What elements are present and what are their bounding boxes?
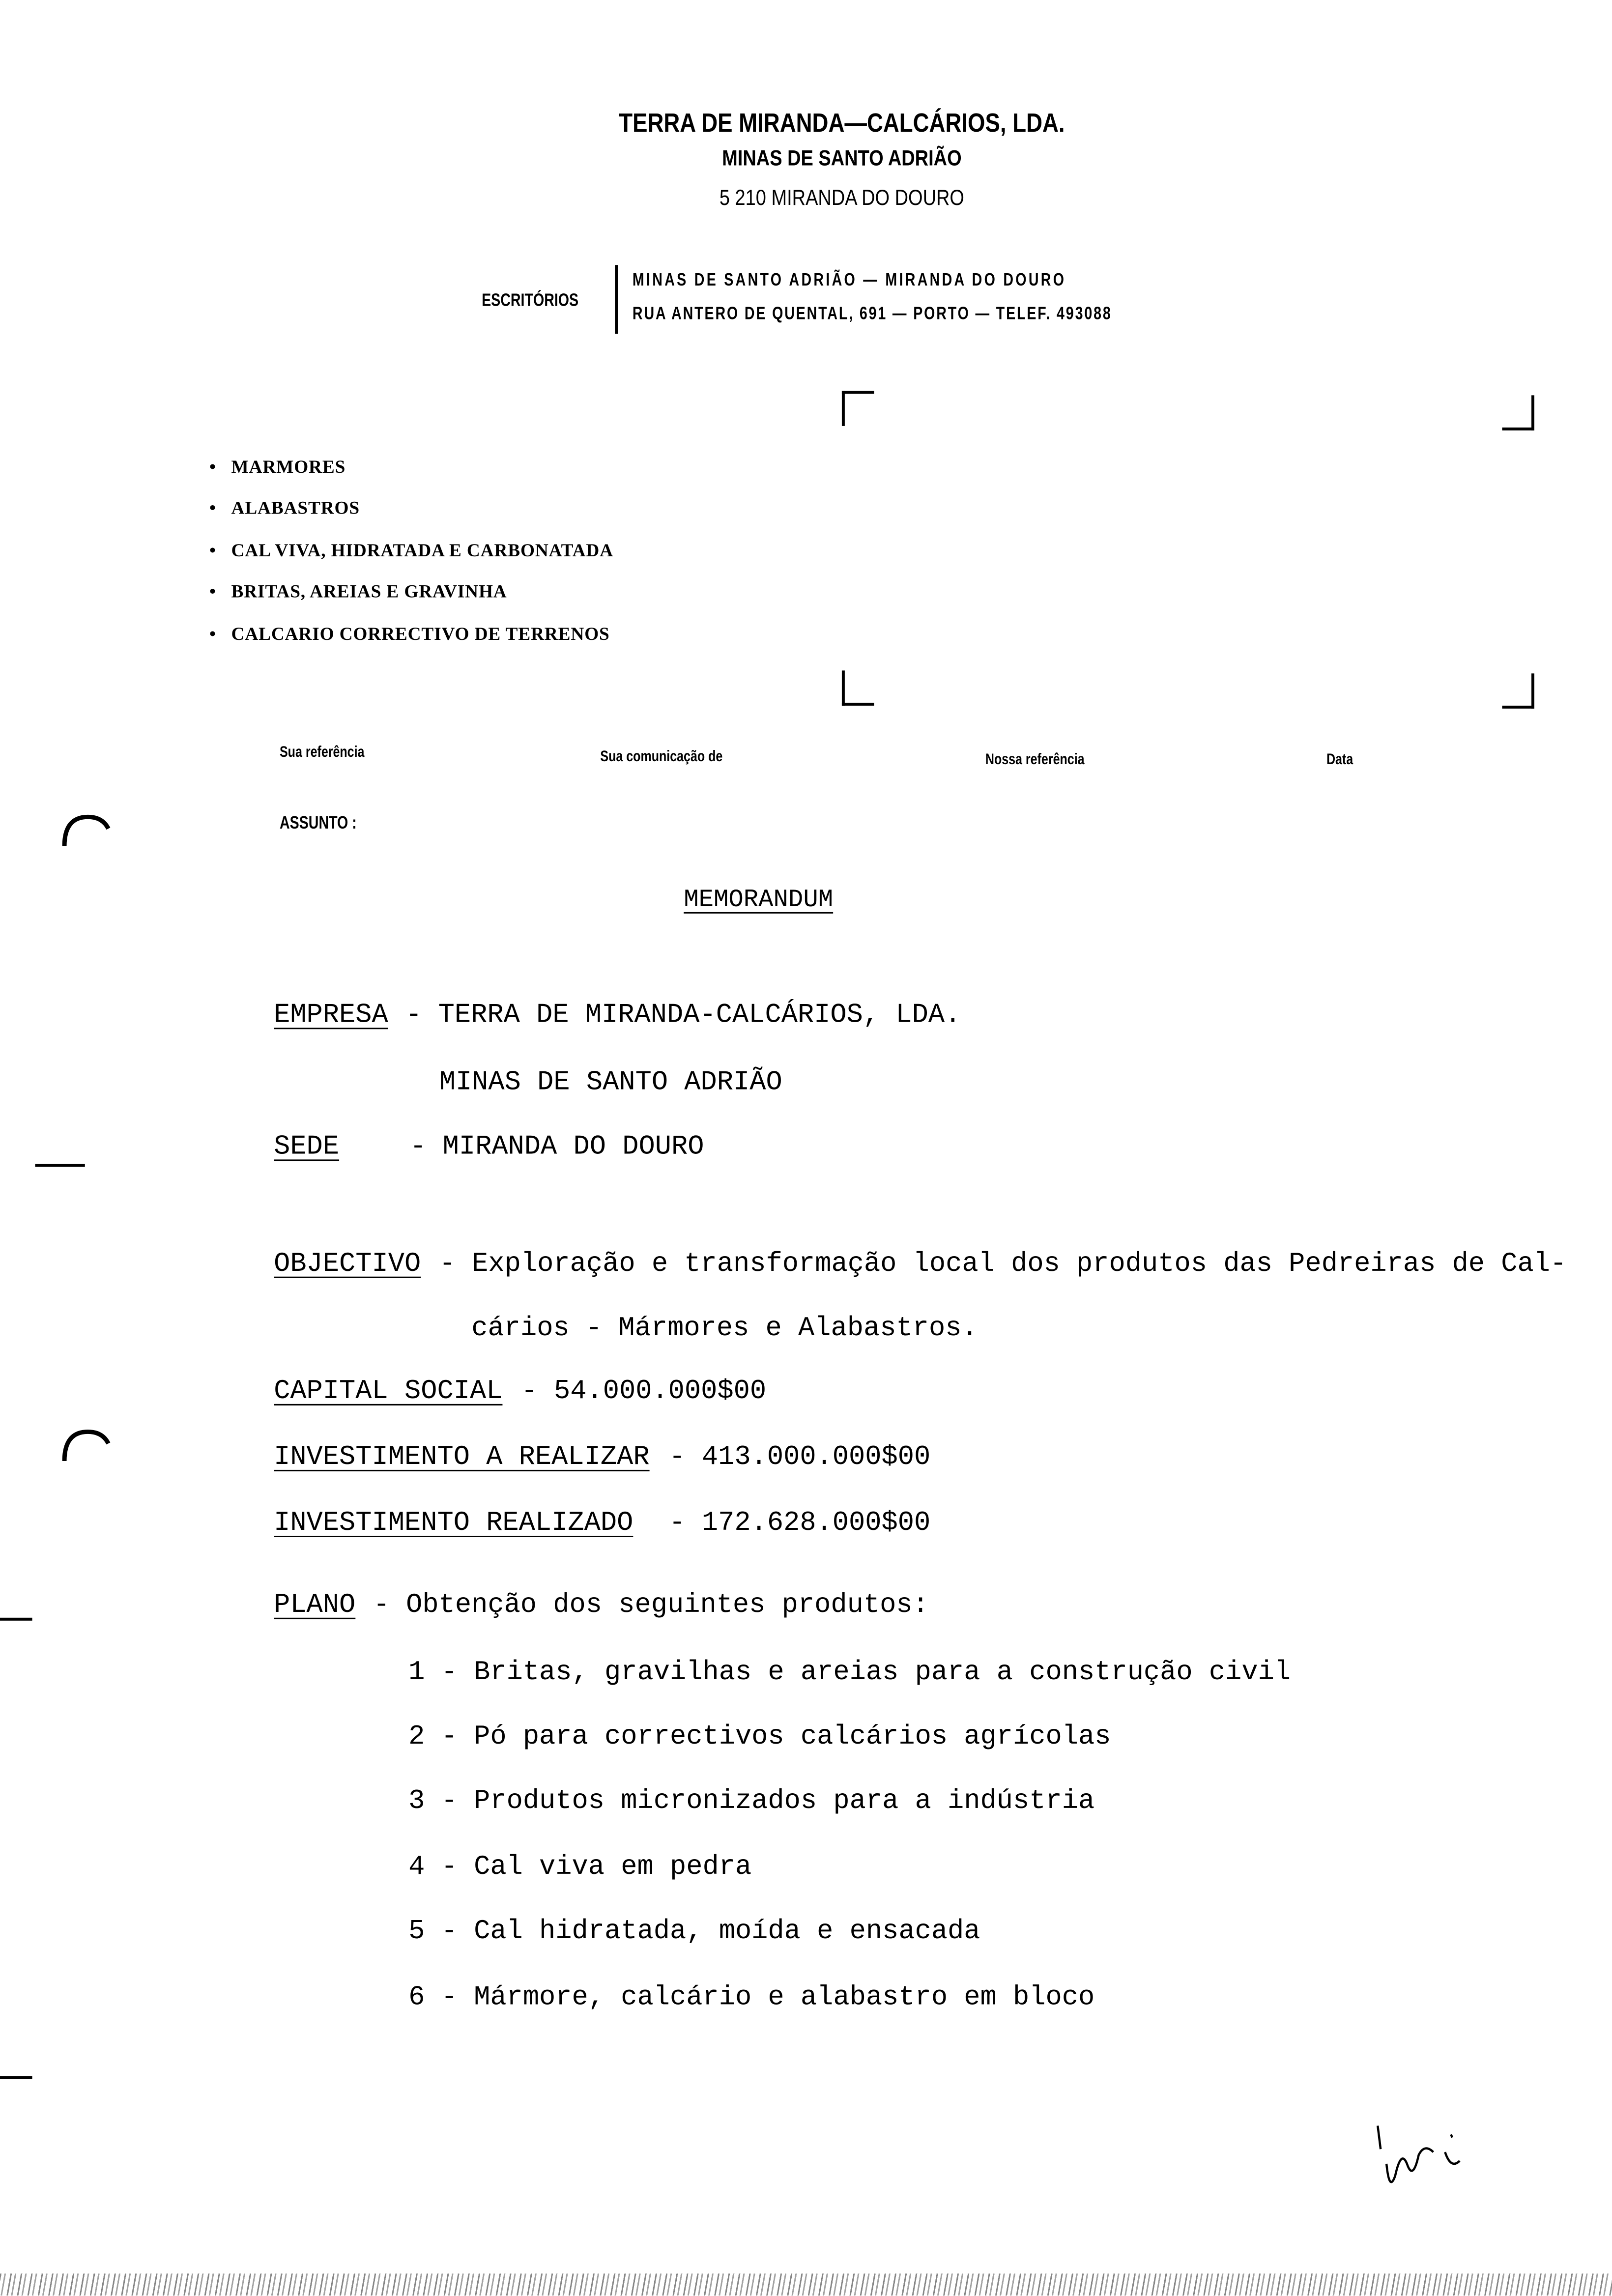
product-item: • CALCARIO CORRECTIVO DE TERRENOS: [209, 624, 610, 644]
investimento-a-realizar-label: INVESTIMENTO A REALIZAR: [274, 1442, 650, 1473]
product-label: CAL VIVA, HIDRATADA E CARBONATADA: [231, 540, 614, 561]
sua-comunicacao-label: Sua comunicação de: [600, 748, 723, 766]
investimento-a-realizar-value: - 413.000.000$00: [669, 1442, 931, 1473]
empresa-value: - TERRA DE MIRANDA-CALCÁRIOS, LDA.: [405, 1000, 961, 1031]
investimento-realizado-label: INVESTIMENTO REALIZADO: [274, 1508, 633, 1539]
product-item: • ALABASTROS: [209, 497, 360, 518]
product-item: • MARMORES: [209, 457, 346, 478]
capital-social-label: CAPITAL SOCIAL: [274, 1376, 503, 1407]
fold-mark: [0, 1618, 32, 1620]
product-label: MARMORES: [231, 457, 346, 478]
office-2: RUA ANTERO DE QUENTAL, 691 — PORTO — TELEF. 493088: [632, 303, 1112, 324]
plano-item: 1 - Britas, gravilhas e areias para a construção civil: [408, 1657, 1291, 1688]
punch-hole-mark: [58, 808, 117, 852]
window-corner-top-left: [842, 391, 874, 426]
offices-label: ESCRITÓRIOS: [482, 289, 579, 311]
product-item: • CAL VIVA, HIDRATADA E CARBONATADA: [209, 540, 614, 561]
scan-edge-noise: [0, 2273, 1612, 2296]
fold-mark: [0, 2076, 32, 2078]
sua-referencia-label: Sua referência: [279, 744, 365, 762]
sede-value: - MIRANDA DO DOURO: [410, 1131, 704, 1163]
objectivo-label: OBJECTIVO: [274, 1249, 421, 1280]
nossa-referencia-label: Nossa referência: [985, 751, 1085, 769]
plano-item: 4 - Cal viva em pedra: [408, 1852, 752, 1883]
fold-mark: [35, 1164, 85, 1166]
company-subtitle: MINAS DE SANTO ADRIÃO: [722, 146, 962, 172]
window-corner-top-right: [1502, 395, 1534, 430]
company-address: 5 210 MIRANDA DO DOURO: [719, 186, 964, 211]
product-item: • BRITAS, AREIAS E GRAVINHA: [209, 581, 507, 602]
punch-hole-mark: [58, 1423, 117, 1467]
empresa-value-line2: MINAS DE SANTO ADRIÃO: [439, 1067, 782, 1098]
plano-item: 2 - Pó para correctivos calcários agrícolas: [408, 1722, 1111, 1752]
plano-value: - Obtenção dos seguintes produtos:: [373, 1590, 929, 1621]
memo-title: MEMORANDUM: [684, 887, 834, 915]
objectivo-value-line2: cários - Mármores e Alabastros.: [471, 1313, 978, 1344]
objectivo-value: - Exploração e transformação local dos produtos das Pedreiras de Cal-: [439, 1249, 1567, 1280]
window-corner-bottom-right: [1502, 673, 1534, 708]
handwritten-initials-signature: [1369, 2120, 1486, 2237]
sede-label: SEDE: [274, 1131, 340, 1163]
product-label: BRITAS, AREIAS E GRAVINHA: [231, 581, 507, 602]
plano-item: 5 - Cal hidratada, moída e ensacada: [408, 1916, 980, 1948]
offices-divider: [615, 265, 617, 334]
assunto-label: ASSUNTO :: [279, 812, 357, 833]
capital-social-value: - 54.000.000$00: [521, 1376, 767, 1407]
data-label: Data: [1326, 751, 1353, 769]
plano-item: 3 - Produtos micronizados para a indústria: [408, 1786, 1095, 1817]
product-label: ALABASTROS: [231, 497, 360, 518]
plano-label: PLANO: [274, 1590, 356, 1621]
investimento-realizado-value: - 172.628.000$00: [669, 1508, 931, 1539]
product-label: CALCARIO CORRECTIVO DE TERRENOS: [231, 624, 610, 644]
window-corner-bottom-left: [842, 670, 874, 705]
empresa-label: EMPRESA: [274, 1000, 388, 1031]
plano-item: 6 - Mármore, calcário e alabastro em bloco: [408, 1982, 1095, 2013]
company-name: TERRA DE MIRANDA—CALCÁRIOS, LDA.: [619, 108, 1065, 138]
office-1: MINAS DE SANTO ADRIÃO — MIRANDA DO DOURO: [632, 269, 1066, 290]
